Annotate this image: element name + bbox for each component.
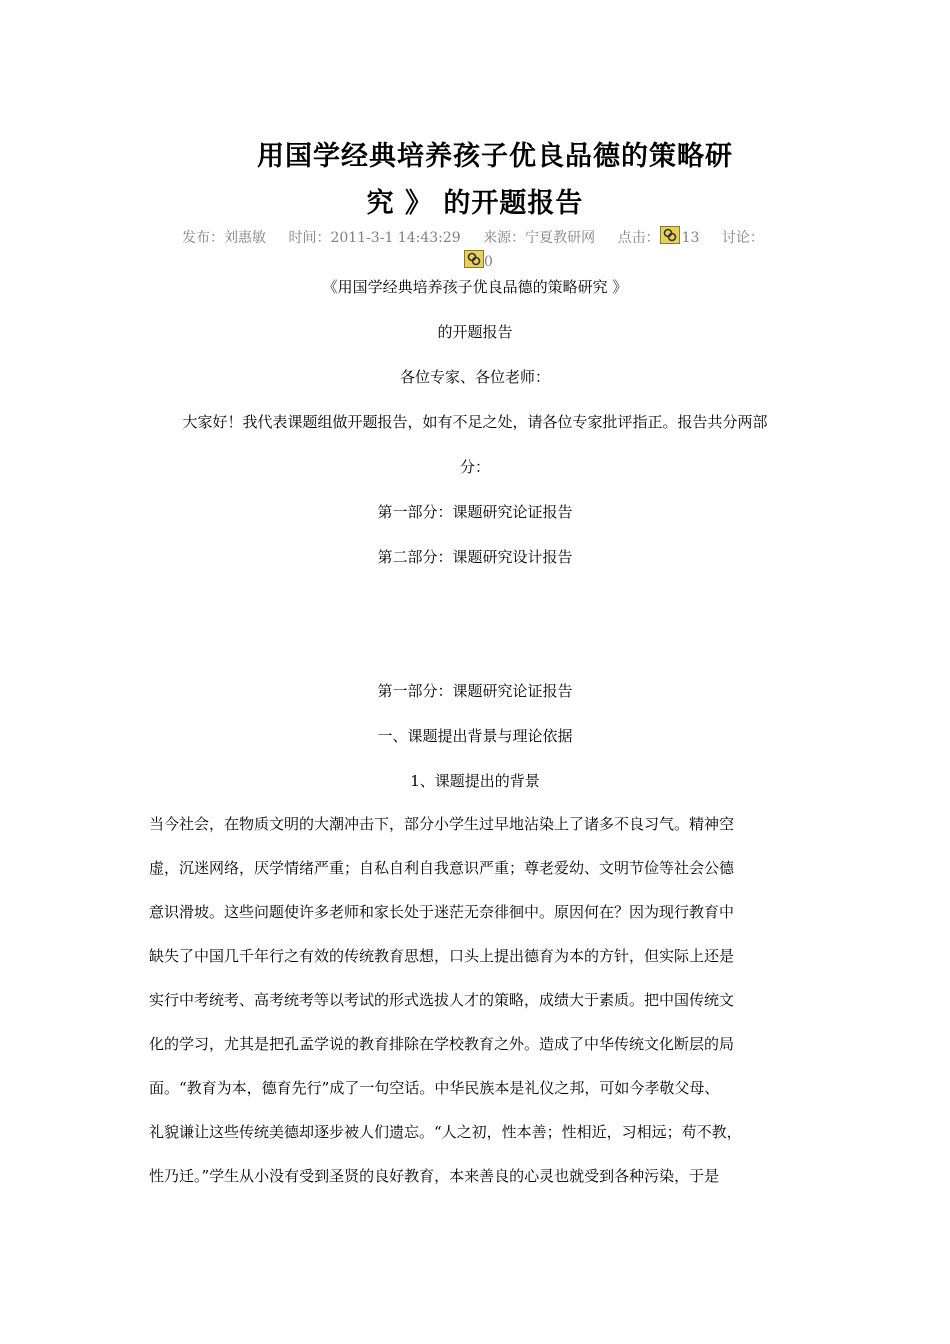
meta-discuss-label: 讨论： (721, 230, 764, 246)
part-2-item: 第二部分：课题研究设计报告 (377, 548, 573, 566)
part-1-item: 第一部分：课题研究论证报告 (377, 503, 573, 521)
counter-icon (464, 250, 484, 268)
meta-clicks-label: 点击： (617, 230, 660, 246)
meta-clicks-value: 13 (681, 230, 700, 246)
meta-time: 时间：2011-3-1 14:43:29 (288, 230, 461, 246)
subsection-heading: 1、课题提出的背景 (410, 772, 540, 790)
body-line: 面。“教育为本，德育先行”成了一句空话。中华民族本是礼仪之邦，可如今孝敬父母、 (149, 1079, 720, 1097)
greeting: 各位专家、各位老师： (399, 368, 550, 386)
meta-source: 来源：宁夏教研网 (483, 230, 596, 246)
body-line: 实行中考统考、高考统考等以考试的形式选拔人才的策略，成绩大于素质。把中国传统文 (149, 991, 735, 1009)
body-line: 礼貌谦让这些传统美德却逐步被人们遗忘。“人之初，性本善；性相近，习相远；苟不教， (149, 1123, 742, 1141)
article-title-line-2: 究 》 的开题报告 (366, 188, 584, 219)
meta-discuss-value: 0 (484, 254, 493, 270)
body-line: 化的学习，尤其是把孔孟学说的教育排除在学校教育之外。造成了中华传统文化断层的局 (149, 1035, 735, 1053)
section-heading: 一、课题提出背景与理论依据 (377, 727, 573, 745)
body-line: 当今社会，在物质文明的大潮冲击下，部分小学生过早地沾染上了诸多不良习气。精神空 (149, 815, 735, 833)
body-line: 缺失了中国几千年行之有效的传统教育思想，口头上提出德育为本的方针，但实际上还是 (149, 947, 735, 965)
intro-line-1: 大家好！我代表课题组做开题报告，如有不足之处，请各位专家批评指正。报告共分两部 (182, 413, 768, 431)
body-line: 意识滑坡。这些问题使许多老师和家长处于迷茫无奈徘徊中。原因何在？因为现行教育中 (149, 903, 735, 921)
body-paragraph (149, 802, 805, 1198)
section-part-1: 第一部分：课题研究论证报告 (377, 682, 573, 700)
counter-icon (660, 226, 680, 244)
article-title-line-1: 用国学经典培养孩子优良品德的策略研 (257, 141, 733, 172)
article-meta (182, 226, 832, 270)
meta-discuss (464, 250, 493, 273)
intro-line-2: 分： (459, 458, 490, 476)
meta-publisher: 发布：刘惠敏 (182, 230, 266, 246)
meta-clicks (618, 230, 704, 246)
body-line: 虚，沉迷网络，厌学情绪严重；自私自利自我意识严重；尊老爱幼、文明节俭等社会公德 (149, 859, 735, 877)
body-line: 性乃迁。”学生从小没有受到圣贤的良好教育，本来善良的心灵也就受到各种污染，于是 (149, 1167, 720, 1185)
subtitle-line-1: 《用国学经典培养孩子优良品德的策略研究 》 (322, 278, 628, 296)
subtitle-line-2: 的开题报告 (437, 323, 513, 341)
